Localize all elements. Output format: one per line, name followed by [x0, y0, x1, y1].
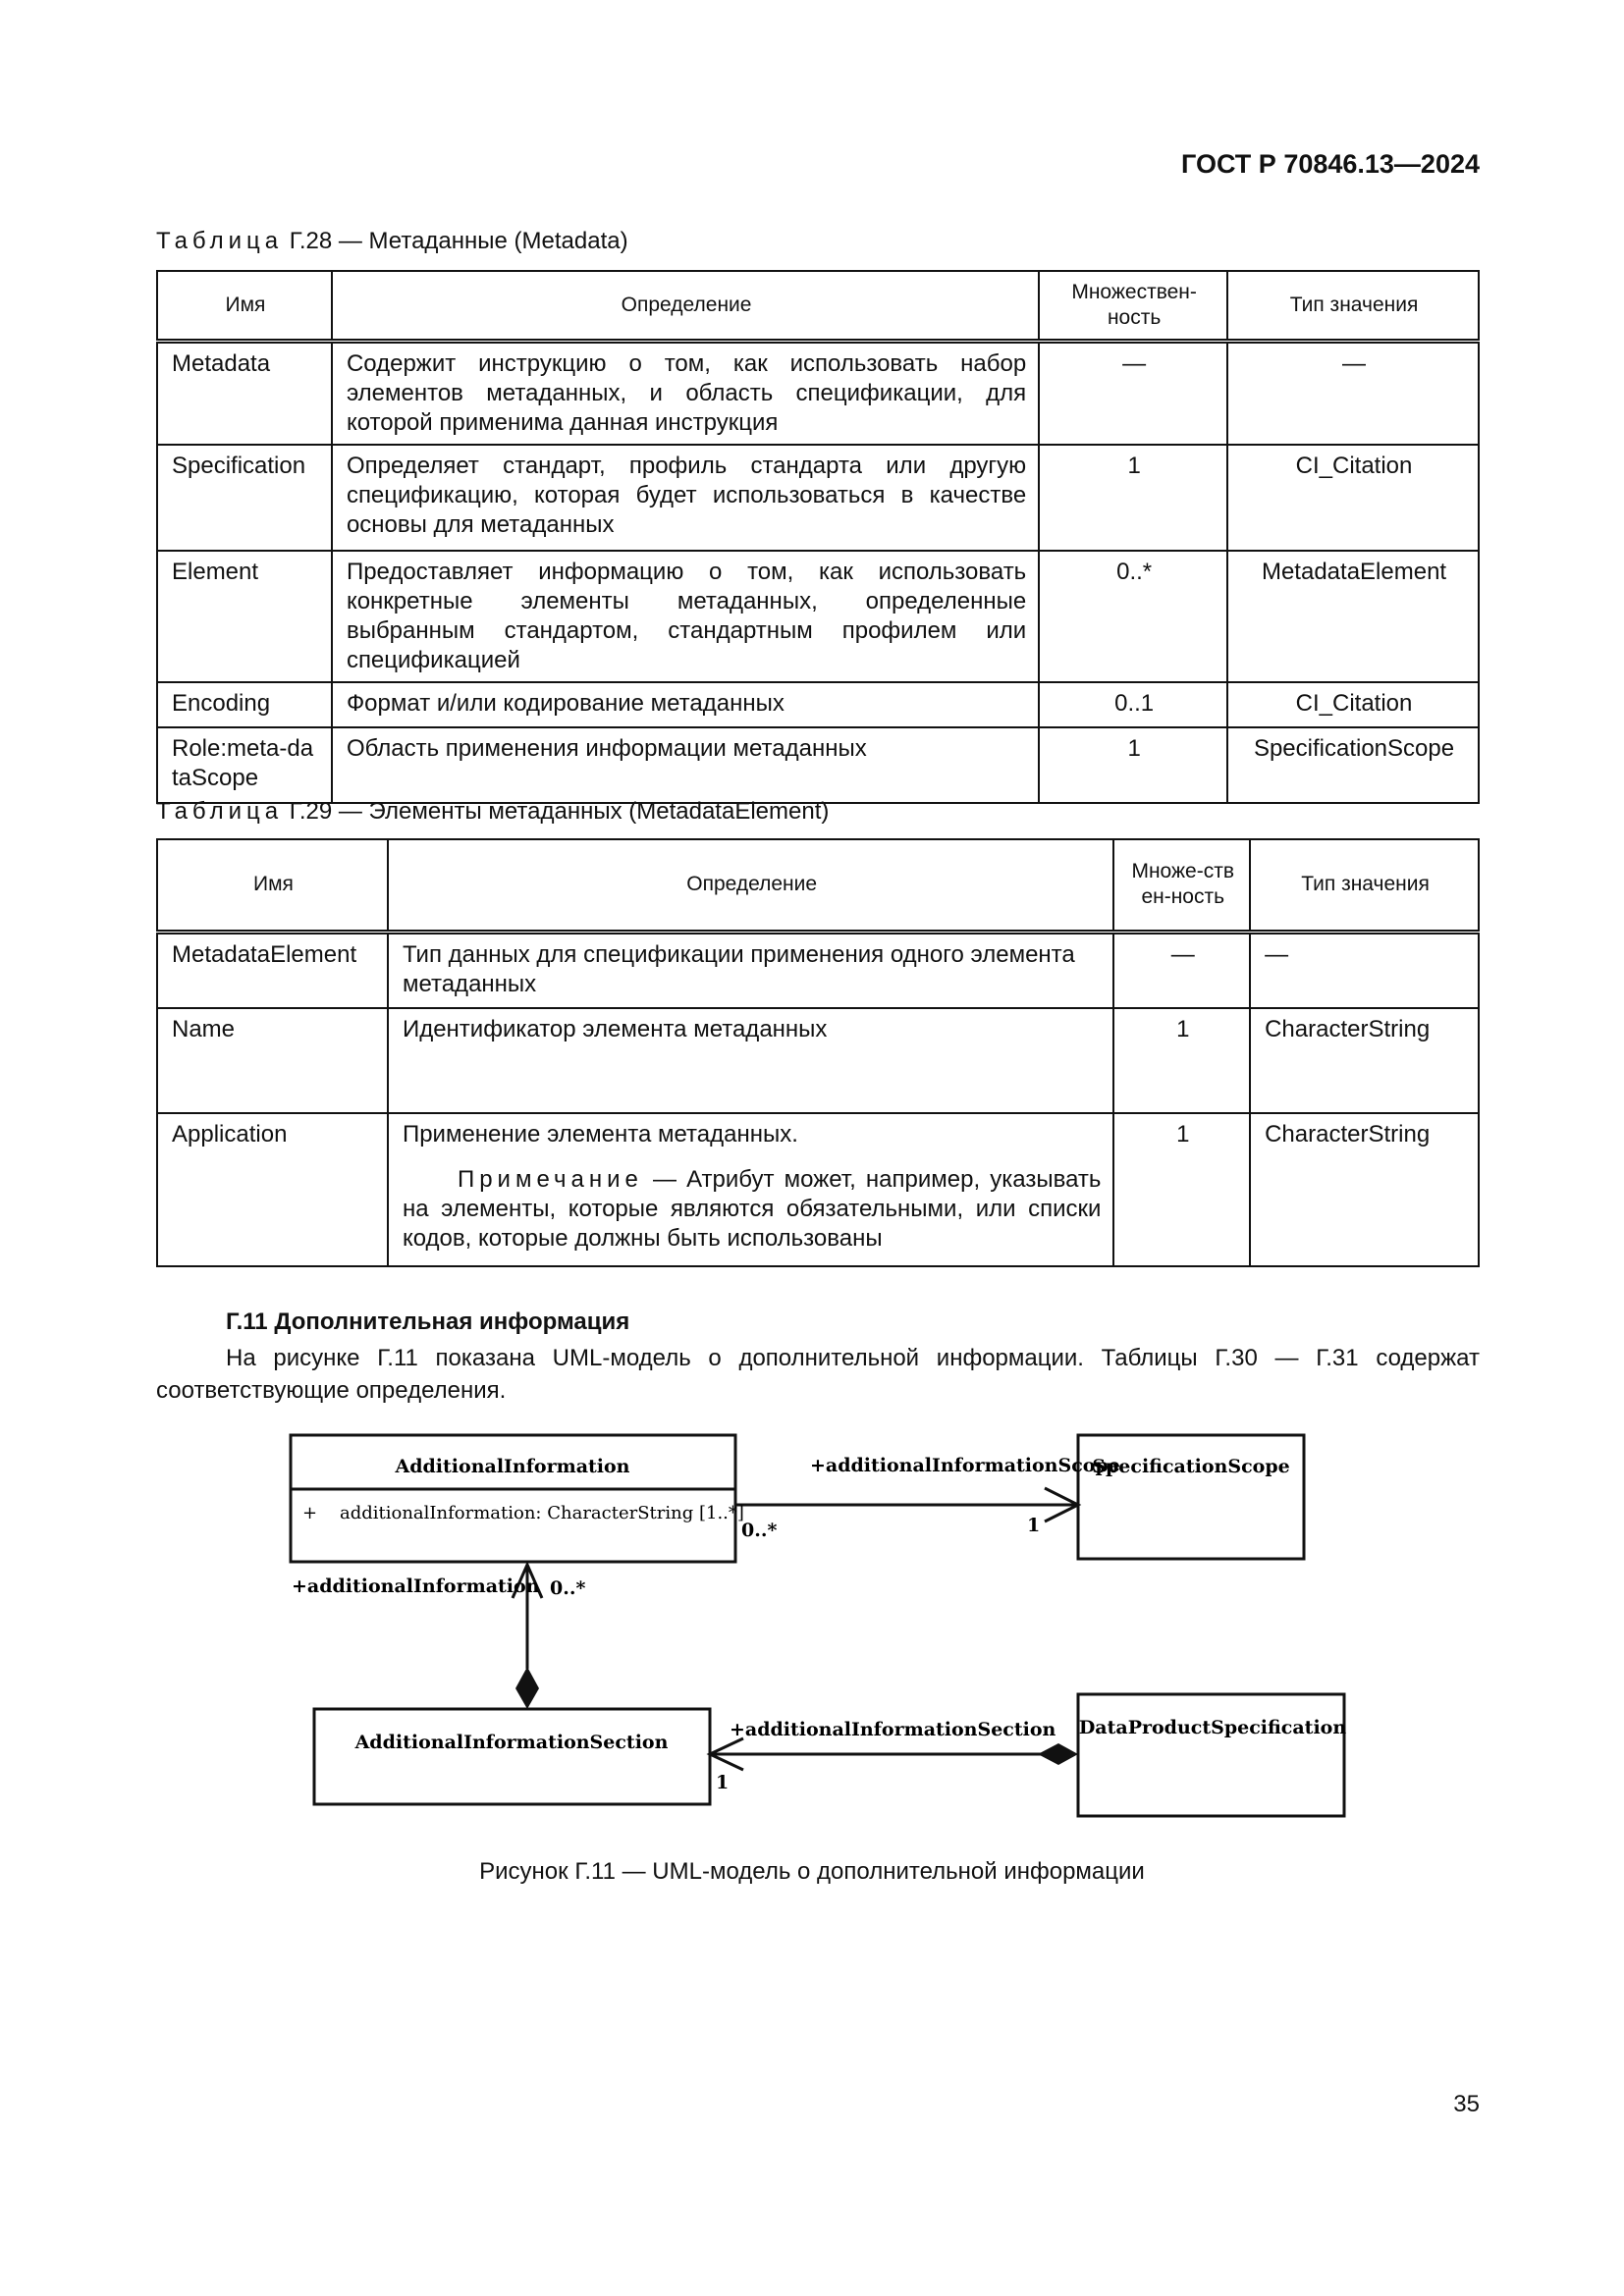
class-box-data-product-specification	[1078, 1694, 1344, 1816]
page-number: 35	[1453, 2091, 1480, 2117]
document-header: ГОСТ Р 70846.13—2024	[1181, 149, 1480, 179]
cell-multiplicity: 1	[1113, 1113, 1250, 1266]
role-label: +additionalInformationSection	[730, 1719, 1056, 1740]
col-header: Множествен-ность	[1039, 271, 1227, 341]
cell-type: CharacterString	[1250, 1008, 1479, 1113]
cell-multiplicity: 0..1	[1039, 682, 1227, 727]
cell-name: Encoding	[157, 682, 332, 727]
multiplicity-label: 0..*	[741, 1520, 778, 1541]
col-header: Определение	[332, 271, 1039, 341]
class-attribute: + additionalInformation: CharacterString [1..*]	[302, 1503, 744, 1523]
caption-text: Г.28 — Метаданные (Metadata)	[289, 228, 628, 254]
cell-name: Name	[157, 1008, 388, 1113]
cell-multiplicity: —	[1113, 932, 1250, 1008]
caption-text: Г.29 — Элементы метаданных (MetadataElement)	[289, 798, 830, 825]
cell-definition: Определяет стандарт, профиль стандарта или другую спецификацию, которая будет использоваться в качестве основы для метаданных	[332, 445, 1039, 551]
section-paragraph: На рисунке Г.11 показана UML-модель о дополнительной информации. Таблицы Г.30 — Г.31 содержат соответствующие определения.	[156, 1345, 1480, 1404]
cell-multiplicity: 1	[1113, 1008, 1250, 1113]
class-name: AdditionalInformationSection	[354, 1732, 669, 1753]
col-header: Определение	[388, 839, 1113, 932]
class-name: DataProductSpecification	[1078, 1717, 1347, 1738]
class-box-additional-information-section	[314, 1709, 710, 1804]
definition-text: Применение элемента метаданных.	[402, 1121, 798, 1148]
col-header: Имя	[157, 839, 388, 932]
cell-multiplicity: —	[1039, 341, 1227, 445]
caption-prefix: Таблица	[156, 228, 284, 254]
note-text: — Атрибут может, например, указывать на элементы, которые являются обязательными, или списки кодов, которые должны быть использованы	[402, 1166, 1102, 1252]
cell-definition: Содержит инструкцию о том, как использовать набор элементов метаданных, и область спецификации, для которой применима данная инструкция	[332, 341, 1039, 445]
caption-prefix: Таблица	[156, 798, 284, 825]
multiplicity-label: 0..*	[550, 1577, 586, 1599]
cell-type: MetadataElement	[1227, 551, 1479, 682]
cell-definition: Идентификатор элемента метаданных	[388, 1008, 1113, 1113]
cell-definition: Формат и/или кодирование метаданных	[332, 682, 1039, 727]
cell-definition: Предоставляет информацию о том, как использовать конкретные элементы метаданных, определенные выбранным стандартом, стандартным профилем или спецификацией	[332, 551, 1039, 682]
cell-type: CharacterString	[1250, 1113, 1479, 1266]
cell-type: CI_Citation	[1227, 445, 1479, 551]
col-header: Тип значения	[1227, 271, 1479, 341]
class-name: AdditionalInformation	[395, 1456, 630, 1477]
cell-multiplicity: 1	[1039, 727, 1227, 803]
cell-name: Application	[157, 1113, 388, 1266]
role-label: +additionalInformationScope	[810, 1455, 1120, 1476]
cell-multiplicity: 1	[1039, 445, 1227, 551]
cell-type: SpecificationScope	[1227, 727, 1479, 803]
cell-name: Specification	[157, 445, 332, 551]
col-header: Тип значения	[1250, 839, 1479, 932]
composition-diamond-icon	[1038, 1743, 1078, 1765]
cell-name: Element	[157, 551, 332, 682]
role-label: +additionalInformation	[292, 1575, 540, 1597]
cell-name: Role:meta-dataScope	[157, 727, 332, 803]
figure-caption: Рисунок Г.11 — UML-модель о дополнительной информации	[479, 1858, 1145, 1885]
cell-definition: Область применения информации метаданных	[332, 727, 1039, 803]
note-label: Примечание	[457, 1166, 643, 1193]
col-header: Множе-ствен-ность	[1113, 839, 1250, 932]
cell-definition: Тип данных для спецификации применения одного элемента метаданных	[388, 932, 1113, 1008]
class-name: SpecificationScope	[1092, 1456, 1290, 1477]
class-box-specification-scope	[1078, 1435, 1304, 1559]
cell-name: MetadataElement	[157, 932, 388, 1008]
col-header: Имя	[157, 271, 332, 341]
multiplicity-label: 1	[1027, 1515, 1041, 1536]
cell-type: CI_Citation	[1227, 682, 1479, 727]
cell-name: Metadata	[157, 341, 332, 445]
cell-type: —	[1227, 341, 1479, 445]
class-box-additional-information	[291, 1435, 735, 1562]
section-heading: Г.11 Дополнительная информация	[226, 1308, 630, 1335]
composition-diamond-icon	[515, 1667, 539, 1709]
cell-type: —	[1250, 932, 1479, 1008]
cell-multiplicity: 0..*	[1039, 551, 1227, 682]
multiplicity-label: 1	[716, 1772, 730, 1793]
